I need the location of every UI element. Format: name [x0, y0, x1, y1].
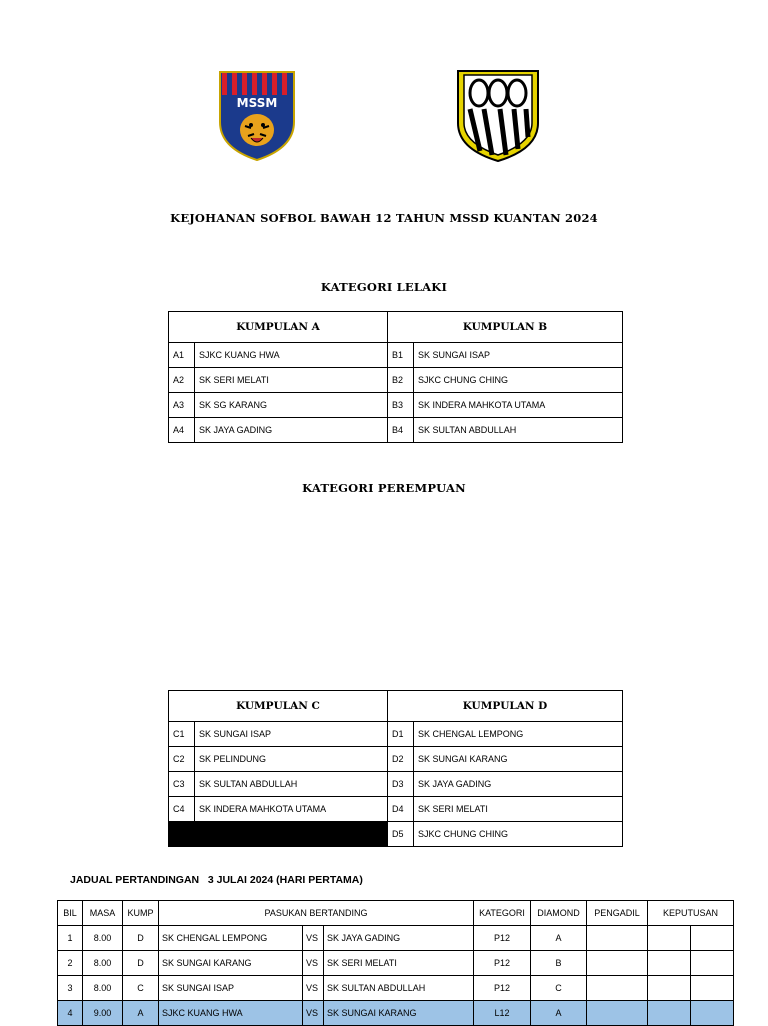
group-code: D2: [388, 747, 414, 772]
keputusan-cell: [648, 1001, 691, 1026]
female-groups-table: [168, 690, 623, 847]
team1-cell: SJKC KUANG HWA: [159, 1001, 303, 1026]
vs-cell: VS: [303, 926, 324, 951]
team1-cell: SK SUNGAI KARANG: [159, 951, 303, 976]
table-row-highlighted: [58, 1001, 734, 1026]
kategori-cell: P12: [474, 976, 531, 1001]
male-groups-table: [168, 311, 623, 443]
col-diamond: DIAMOND: [531, 901, 587, 926]
keputusan-cell: [648, 926, 691, 951]
team-name: SK SULTAN ABDULLAH: [195, 772, 388, 797]
team-name: SK SUNGAI KARANG: [414, 747, 623, 772]
team-name: SK SUNGAI ISAP: [414, 343, 623, 368]
state-crest-logo: [456, 69, 540, 163]
team-name: SK SG KARANG: [195, 393, 388, 418]
col-kategori: KATEGORI: [474, 901, 531, 926]
schedule-table: [57, 900, 734, 1026]
team1-cell: SK CHENGAL LEMPONG: [159, 926, 303, 951]
table-header-row: [169, 312, 623, 343]
group-code: C4: [169, 797, 195, 822]
category-female-heading: KATEGORI PEREMPUAN: [302, 481, 466, 495]
group-code: D3: [388, 772, 414, 797]
kump-cell: D: [123, 926, 159, 951]
col-keputusan: KEPUTUSAN: [648, 901, 734, 926]
group-d-header: KUMPULAN D: [388, 691, 623, 722]
col-pasukan: PASUKAN BERTANDING: [159, 901, 474, 926]
kategori-cell: P12: [474, 926, 531, 951]
kump-cell: A: [123, 1001, 159, 1026]
table-header-row: [169, 691, 623, 722]
team-name: SK CHENGAL LEMPONG: [414, 722, 623, 747]
col-kump: KUMP: [123, 901, 159, 926]
group-code: D4: [388, 797, 414, 822]
table-row: [169, 393, 623, 418]
masa-cell: 8.00: [83, 976, 123, 1001]
mssm-logo: [218, 70, 296, 162]
group-code: A2: [169, 368, 195, 393]
bil-cell: 3: [58, 976, 83, 1001]
team-name: SK JAYA GADING: [414, 772, 623, 797]
kump-cell: C: [123, 976, 159, 1001]
bil-cell: 2: [58, 951, 83, 976]
group-code: A4: [169, 418, 195, 443]
team-name: SJKC CHUNG CHING: [414, 368, 623, 393]
group-code: B2: [388, 368, 414, 393]
group-b-header: KUMPULAN B: [388, 312, 623, 343]
col-masa: MASA: [83, 901, 123, 926]
category-male-heading: KATEGORI LELAKI: [320, 280, 448, 294]
table-header-row: [58, 901, 734, 926]
bil-cell: 1: [58, 926, 83, 951]
keputusan-cell: [648, 951, 691, 976]
table-row: [169, 722, 623, 747]
group-code: D5: [388, 822, 414, 847]
kategori-cell: L12: [474, 1001, 531, 1026]
bil-cell: 4: [58, 1001, 83, 1026]
keputusan-cell: [691, 1001, 734, 1026]
col-pengadil: PENGADIL: [587, 901, 648, 926]
group-code: C1: [169, 722, 195, 747]
empty-cell: [195, 822, 388, 847]
diamond-cell: A: [531, 926, 587, 951]
group-c-header: KUMPULAN C: [169, 691, 388, 722]
pengadil-cell: [587, 1001, 648, 1026]
pengadil-cell: [587, 951, 648, 976]
group-code: B3: [388, 393, 414, 418]
table-row: [169, 368, 623, 393]
masa-cell: 9.00: [83, 1001, 123, 1026]
team2-cell: SK SERI MELATI: [324, 951, 474, 976]
keputusan-cell: [648, 976, 691, 1001]
vs-cell: VS: [303, 1001, 324, 1026]
pengadil-cell: [587, 926, 648, 951]
diamond-cell: C: [531, 976, 587, 1001]
masa-cell: 8.00: [83, 926, 123, 951]
schedule-title: JADUAL PERTANDINGAN 3 JULAI 2024 (HARI PERTAMA): [70, 874, 363, 886]
keputusan-cell: [691, 926, 734, 951]
keputusan-cell: [691, 951, 734, 976]
vs-cell: VS: [303, 976, 324, 1001]
svg-text:MSSM: MSSM: [236, 96, 278, 110]
diamond-cell: B: [531, 951, 587, 976]
group-code: B1: [388, 343, 414, 368]
table-row: [169, 822, 623, 847]
team2-cell: SK JAYA GADING: [324, 926, 474, 951]
team2-cell: SK SUNGAI KARANG: [324, 1001, 474, 1026]
group-code: A1: [169, 343, 195, 368]
kump-cell: D: [123, 951, 159, 976]
table-row: [169, 418, 623, 443]
team2-cell: SK SULTAN ABDULLAH: [324, 976, 474, 1001]
group-code: C2: [169, 747, 195, 772]
table-row: [58, 926, 734, 951]
team-name: SK SERI MELATI: [414, 797, 623, 822]
table-row: [169, 747, 623, 772]
empty-cell: [169, 822, 195, 847]
table-row: [58, 951, 734, 976]
vs-cell: VS: [303, 951, 324, 976]
table-row: [169, 772, 623, 797]
team-name: SK INDERA MAHKOTA UTAMA: [195, 797, 388, 822]
group-code: C3: [169, 772, 195, 797]
table-row: [169, 797, 623, 822]
masa-cell: 8.00: [83, 951, 123, 976]
team-name: SK INDERA MAHKOTA UTAMA: [414, 393, 623, 418]
table-row: [58, 976, 734, 1001]
team1-cell: SK SUNGAI ISAP: [159, 976, 303, 1001]
team-name: SJKC CHUNG CHING: [414, 822, 623, 847]
team-name: SJKC KUANG HWA: [195, 343, 388, 368]
team-name: SK PELINDUNG: [195, 747, 388, 772]
team-name: SK SULTAN ABDULLAH: [414, 418, 623, 443]
diamond-cell: A: [531, 1001, 587, 1026]
main-title: KEJOHANAN SOFBOL BAWAH 12 TAHUN MSSD KUANTAN 2024: [170, 211, 598, 225]
keputusan-cell: [691, 976, 734, 1001]
group-a-header: KUMPULAN A: [169, 312, 388, 343]
pengadil-cell: [587, 976, 648, 1001]
group-code: D1: [388, 722, 414, 747]
group-code: B4: [388, 418, 414, 443]
table-row: [169, 343, 623, 368]
team-name: SK SUNGAI ISAP: [195, 722, 388, 747]
team-name: SK SERI MELATI: [195, 368, 388, 393]
group-code: A3: [169, 393, 195, 418]
col-bil: BIL: [58, 901, 83, 926]
team-name: SK JAYA GADING: [195, 418, 388, 443]
kategori-cell: P12: [474, 951, 531, 976]
